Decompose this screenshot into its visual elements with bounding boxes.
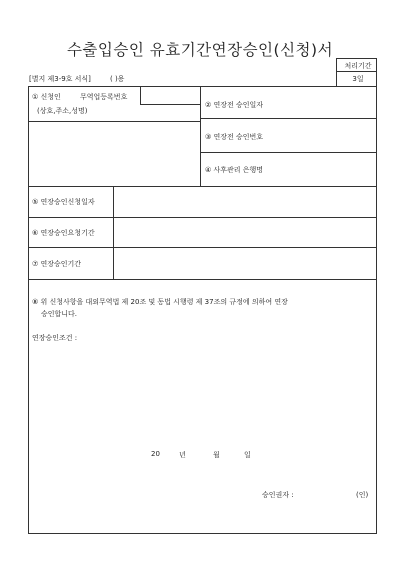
trade-reg-box-bottom [140,104,200,105]
upper-column-divider [200,86,201,186]
row-divider-3 [28,186,377,187]
row-divider-5 [28,247,377,248]
month-unit: 월 [213,451,220,459]
seal-mark: (인) [356,491,369,499]
statement-line-1: ⑧ 위 신청사항을 대외무역법 제 20조 및 동법 시행령 제 37조의 규정에 의하여 연장 [32,298,288,306]
year-prefix: 20 [151,450,160,458]
trade-reg-box-left [140,86,141,105]
processing-box-top [336,58,377,59]
row-divider-6 [28,279,377,280]
row-divider-4 [28,217,377,218]
year-unit: 년 [179,451,186,459]
pre-extension-date-label: ② 연장전 승인일자 [205,101,264,109]
conditions-label: 연장승인조건 : [32,334,78,342]
bank-name-label: ④ 사후관리 은행명 [205,166,264,174]
extension-period-label: ⑦ 연장승인기간 [32,260,82,268]
document-title: 수출입승인 유효기간연장승인(신청)서 [66,41,334,59]
day-unit: 일 [244,451,251,459]
extension-application-date-label: ⑤ 연장승인신청일자 [32,198,95,206]
statement-line-2: 승인합니다. [41,310,78,318]
table-right-border [376,86,377,534]
processing-box-right [376,58,377,86]
authority-label: 승인권자 : [262,491,294,499]
row-divider-2 [200,152,376,153]
processing-box-left [336,58,337,86]
table-top-border [28,86,377,87]
processing-period-label: 처리기간 [344,62,372,70]
processing-period-value: 3일 [352,75,364,83]
form-reference: [별지 제3-9호 서식] [29,75,91,83]
applicant-divider [28,121,200,122]
extension-requested-period-label: ⑥ 연장승인요청기간 [32,229,95,237]
applicant-sublabel: (상호,주소,성명) [37,107,88,115]
table-left-border [28,86,29,534]
applicant-label: ① 신청인 [32,93,61,101]
pre-extension-number-label: ③ 연장전 승인번호 [205,133,264,141]
table-bottom-border [28,533,377,534]
form-usage-paren: ( )용 [110,75,125,83]
lower-label-divider [113,186,114,280]
trade-registration-label: 무역업등록번호 [80,93,128,101]
row-divider-1 [200,118,376,119]
processing-box-middle [336,71,377,72]
